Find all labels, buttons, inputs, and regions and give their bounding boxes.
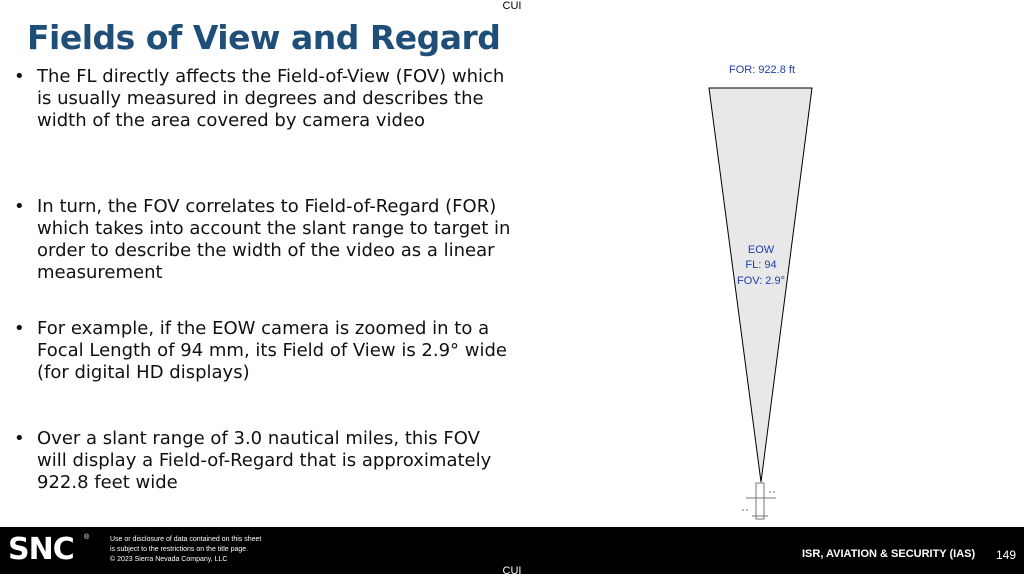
bullet-item (14, 66, 514, 132)
bullet-item (14, 196, 514, 284)
bullet-dot-icon: • (14, 428, 25, 449)
bullet-dot-icon: • (14, 196, 25, 217)
bullet-item (14, 428, 514, 494)
aircraft-icon (742, 483, 776, 519)
cui-marking-top: CUI (502, 0, 522, 12)
fov-diagram (690, 55, 840, 525)
division-label: ISR, AVIATION & SECURITY (IAS) (802, 548, 976, 560)
fov-angle-label: FOV: 2.9° (736, 275, 786, 287)
bullet-text: For example, if the EOW camera is zoomed in to a Focal Length of 94 mm, its Field of View is 2.9° wide (for digital HD displays) (37, 318, 507, 383)
disclaimer-line: is subject to the restrictions on the title page. (110, 546, 249, 553)
bullet-dot-icon: • (14, 318, 25, 339)
focal-length-label: FL: 94 (745, 259, 777, 271)
company-logo: SNC (8, 532, 74, 567)
bullet-dot-icon: • (14, 66, 25, 87)
registered-mark: ® (84, 534, 90, 541)
bullet-text: The FL directly affects the Field-of-View (FOV) which is usually measured in degrees and describes the width of the area covered by camera video (37, 66, 505, 131)
disclaimer-text (110, 535, 261, 565)
eow-label: EOW (747, 244, 775, 256)
page-number: 149 (996, 548, 1017, 562)
disclaimer-line: © 2023 Sierra Nevada Company, LLC (110, 556, 228, 563)
bullet-item (14, 318, 514, 384)
for-label: FOR: 922.8 ft (728, 64, 796, 76)
disclaimer-line: Use or disclosure of data contained on this sheet (110, 536, 262, 543)
bullet-text: Over a slant range of 3.0 nautical miles, this FOV will display a Field-of-Regard that is approximately 922.8 feet wide (37, 428, 492, 493)
cui-marking-bottom: CUI (502, 565, 522, 577)
slide-title: Fields of View and Regard (27, 18, 501, 57)
bullet-text: In turn, the FOV correlates to Field-of-Regard (FOR) which takes into account the slant range to target in order to describe the width of the video as a linear measurement (37, 196, 511, 283)
